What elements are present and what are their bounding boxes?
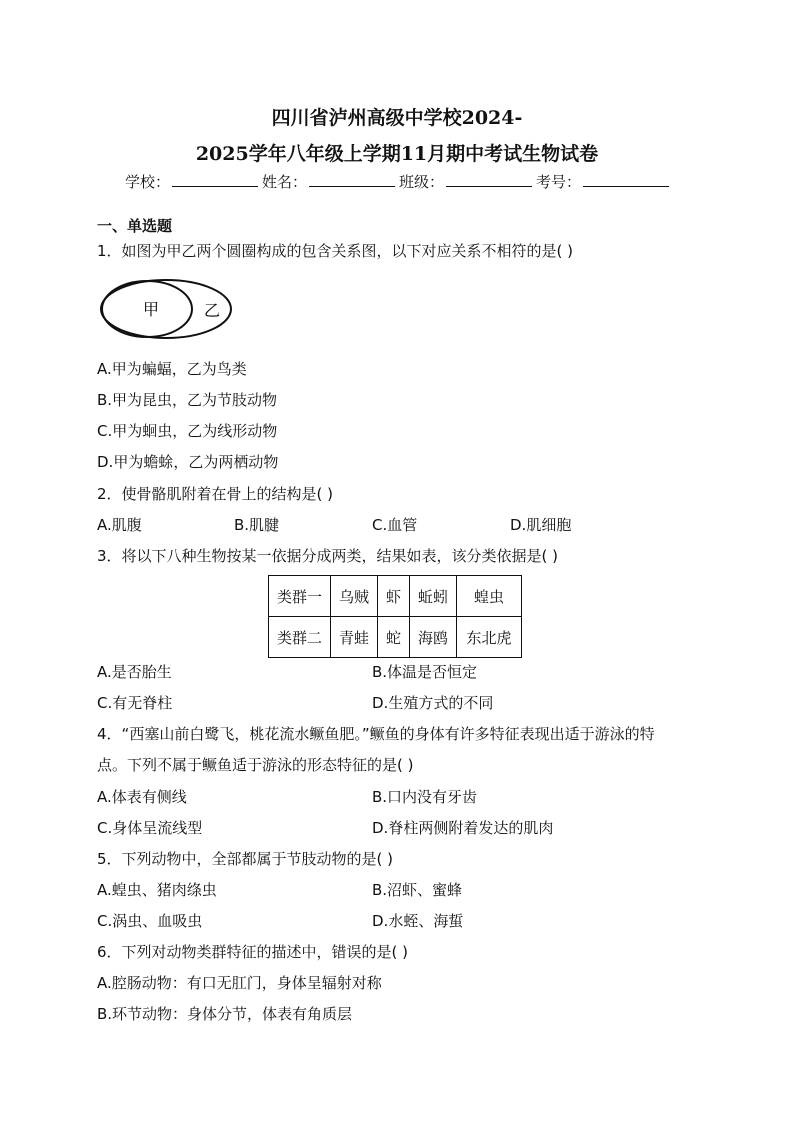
section-heading: 一、单选题: [97, 217, 173, 235]
exam-number-blank[interactable]: [583, 172, 669, 187]
classification-table: [268, 575, 522, 658]
q5-option-c[interactable]: C.涡虫、血吸虫: [97, 912, 203, 930]
school-blank[interactable]: [172, 172, 258, 187]
q3-option-d[interactable]: D.生殖方式的不同: [372, 694, 494, 712]
q5-option-d[interactable]: D.水蛭、海蜇: [372, 912, 464, 930]
table-cell: 海鸥: [410, 617, 457, 658]
inner-label: 甲: [142, 300, 160, 319]
q2-option-d[interactable]: D.肌细胞: [510, 516, 572, 534]
q2-option-a[interactable]: A.肌腹: [97, 516, 142, 534]
q4-option-d[interactable]: D.脊柱两侧附着发达的肌肉: [372, 819, 554, 837]
table-cell: 类群二: [269, 617, 331, 658]
table-cell: 类群一: [269, 576, 331, 617]
table-cell: 虾: [378, 576, 410, 617]
q4-option-b[interactable]: B.口内没有牙齿: [372, 788, 478, 806]
question-1-stem: 1．如图为甲乙两个圆圈构成的包含关系图，以下对应关系不相符的是( ): [97, 242, 574, 260]
q4-option-c[interactable]: C.身体呈流线型: [97, 819, 203, 837]
inclusion-diagram: [100, 279, 240, 341]
question-4-stem-line2: 点。下列不属于鳜鱼适于游泳的形态特征的是( ): [97, 756, 414, 774]
q3-option-c[interactable]: C.有无脊柱: [97, 694, 173, 712]
table-row: [269, 617, 522, 658]
exam-title-line1: 四川省泸州高级中学校2024-: [271, 107, 523, 129]
question-6-stem: 6．下列对动物类群特征的描述中，错误的是( ): [97, 943, 409, 961]
q3-option-b[interactable]: B.体温是否恒定: [372, 663, 478, 681]
q5-option-b[interactable]: B.沼虾、蜜蜂: [372, 881, 463, 899]
class-label: 班级：: [399, 173, 445, 191]
table-row: [269, 576, 522, 617]
school-label: 学校：: [125, 173, 171, 191]
table-cell: 乌贼: [331, 576, 378, 617]
q2-option-b[interactable]: B.肌腱: [234, 516, 280, 534]
table-cell: 蚯蚓: [410, 576, 457, 617]
question-3-stem: 3．将以下八种生物按某一依据分成两类，结果如表，该分类依据是( ): [97, 547, 559, 565]
question-5-stem: 5．下列动物中，全部都属于节肢动物的是( ): [97, 850, 394, 868]
question-2-stem: 2．使骨骼肌附着在骨上的结构是( ): [97, 485, 334, 503]
class-blank[interactable]: [446, 172, 532, 187]
exam-title-line2: 2025学年八年级上学期11月期中考试生物试卷: [195, 143, 599, 165]
q6-option-b[interactable]: B.环节动物：身体分节，体表有角质层: [97, 1005, 353, 1023]
q3-option-a[interactable]: A.是否胎生: [97, 663, 172, 681]
q6-option-a[interactable]: A.腔肠动物：有口无肛门，身体呈辐射对称: [97, 974, 382, 992]
student-info-row: [125, 171, 673, 192]
q1-option-a[interactable]: A.甲为蝙蝠，乙为鸟类: [97, 360, 247, 378]
q5-option-a[interactable]: A.蝗虫、猪肉绦虫: [97, 881, 217, 899]
exam-number-label: 考号：: [536, 173, 582, 191]
table-cell: 青蛙: [331, 617, 378, 658]
q1-option-b[interactable]: B.甲为昆虫，乙为节肢动物: [97, 391, 278, 409]
name-blank[interactable]: [309, 172, 395, 187]
table-cell: 蝗虫: [457, 576, 522, 617]
outer-label: 乙: [203, 301, 221, 320]
table-cell: 东北虎: [457, 617, 522, 658]
q2-option-c[interactable]: C.血管: [372, 516, 418, 534]
q1-option-c[interactable]: C.甲为蛔虫，乙为线形动物: [97, 422, 278, 440]
q4-option-a[interactable]: A.体表有侧线: [97, 788, 187, 806]
table-cell: 蛇: [378, 617, 410, 658]
question-4-stem-line1: 4．“西塞山前白鹭飞，桃花流水鳜鱼肥。”鳜鱼的身体有许多特征表现出适于游泳的特: [97, 725, 655, 743]
name-label: 姓名：: [262, 173, 308, 191]
q1-option-d[interactable]: D.甲为蟾蜍，乙为两栖动物: [97, 453, 279, 471]
